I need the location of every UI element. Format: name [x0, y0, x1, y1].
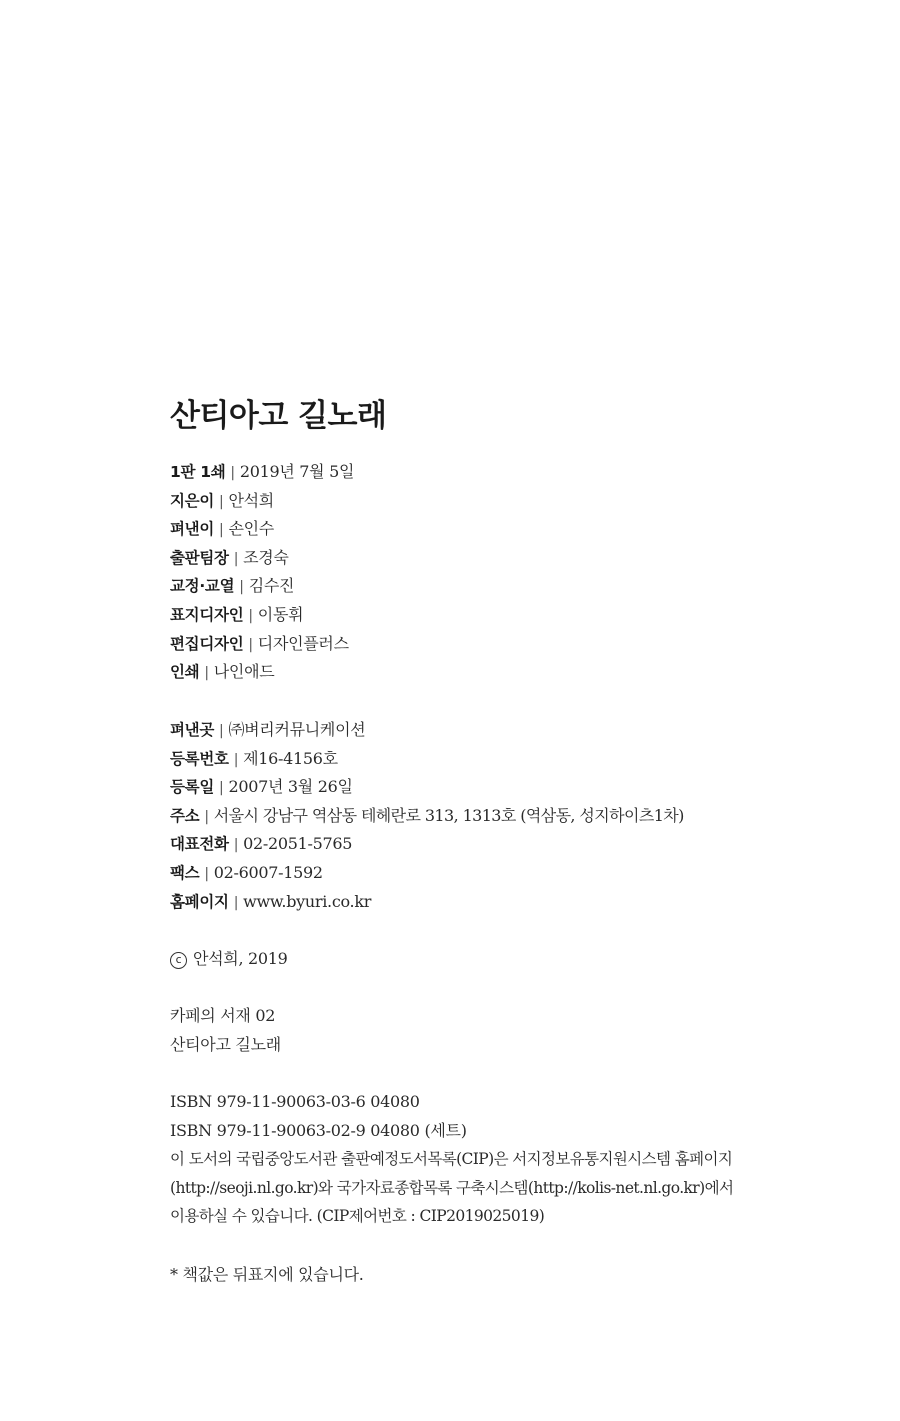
copyright-line: [170, 945, 810, 974]
publisher-value: 제16-4156호: [243, 748, 338, 768]
credit-value: 조경숙: [243, 547, 289, 567]
credit-row-edition: [170, 458, 810, 487]
credit-row-publisher-person: [170, 515, 810, 544]
credit-row-printing: [170, 658, 810, 687]
isbn-set-line: ISBN 979-11-90063-02-9 04080 (세트): [170, 1120, 467, 1140]
credit-value: 2019년 7월 5일: [239, 462, 355, 481]
separator: |: [233, 550, 239, 567]
publisher-row-registration-date: [170, 773, 810, 802]
series-name: 카페의 서재 02: [170, 1006, 276, 1025]
publisher-label: 등록일: [170, 778, 215, 797]
credit-label: 표지디자인: [170, 605, 244, 624]
copyright-text: 안석희, 2019: [193, 949, 288, 968]
credit-row-editorial-design: [170, 630, 810, 659]
book-title: 산티아고 길노래: [170, 398, 387, 434]
publisher-row-company: [170, 716, 810, 745]
publisher-value: 02-6007-1592: [213, 862, 323, 882]
credit-label: 출판팀장: [170, 548, 229, 567]
separator: |: [233, 751, 239, 768]
separator: |: [204, 865, 209, 882]
publisher-value: 02-2051-5765: [243, 834, 353, 854]
separator: |: [248, 607, 253, 624]
separator: |: [219, 723, 224, 739]
publisher-row-phone: [170, 830, 810, 859]
price-note: * 책값은 뒤표지에 있습니다.: [170, 1265, 364, 1284]
series-title: 산티아고 길노래: [170, 1034, 281, 1054]
credit-label: 펴낸이: [170, 520, 215, 539]
credit-label: 지은이: [170, 491, 215, 510]
separator: |: [230, 465, 235, 481]
separator: |: [219, 493, 224, 510]
separator: |: [204, 808, 209, 825]
publisher-label: 팩스: [170, 863, 200, 882]
publisher-label: 펴낸곳: [170, 721, 215, 739]
publisher-row-fax: [170, 859, 810, 888]
credit-label: 1판 1쇄: [170, 463, 226, 481]
publisher-value: 2007년 3월 26일: [228, 777, 353, 797]
credit-value: 디자인플러스: [257, 633, 349, 653]
cip-notice-line: 이 도서의 국립중앙도서관 출판예정도서목록(CIP)은 서지정보유통지원시스템 홈페이지: [170, 1150, 733, 1169]
publisher-homepage-link: www.byuri.co.kr: [243, 891, 372, 911]
publisher-label: 대표전화: [170, 835, 229, 854]
publisher-block: [170, 716, 810, 916]
publisher-row-registration-number: [170, 745, 810, 774]
publisher-label: 등록번호: [170, 749, 229, 768]
separator: |: [219, 780, 224, 797]
credit-value: 김수진: [248, 576, 295, 596]
separator: |: [219, 522, 224, 539]
credit-label: 편집디자인: [170, 634, 244, 653]
copyright-icon: c: [170, 952, 187, 969]
separator: |: [233, 837, 239, 854]
credit-row-proofreading: [170, 572, 810, 601]
separator: |: [233, 894, 239, 911]
credit-label: 인쇄: [170, 663, 200, 682]
publisher-value: ㈜벼리커뮤니케이션: [228, 720, 366, 739]
publisher-row-homepage: [170, 888, 810, 917]
cip-notice-line: (http://seoji.nl.go.kr)와 국가자료종합목록 구축시스템(http://kolis-net.nl.go.kr)에서: [170, 1178, 734, 1197]
publisher-row-address: [170, 802, 810, 831]
isbn-block: [170, 1088, 810, 1231]
separator: |: [239, 579, 244, 596]
credit-value: 나인애드: [213, 662, 275, 682]
credits-block: [170, 458, 810, 687]
isbn-line: ISBN 979-11-90063-03-6 04080: [170, 1092, 420, 1111]
price-note-block: [170, 1261, 810, 1290]
credit-row-cover-design: [170, 601, 810, 630]
publisher-label: 주소: [170, 806, 200, 825]
separator: |: [248, 636, 253, 653]
separator: |: [204, 665, 209, 682]
credit-row-team-lead: [170, 544, 810, 573]
credit-row-author: [170, 487, 810, 516]
credit-value: 손인수: [228, 519, 274, 539]
credit-value: 안석희: [228, 490, 274, 510]
credit-label: 교정·교열: [170, 577, 235, 596]
series-block: [170, 1002, 810, 1059]
publisher-value: 서울시 강남구 역삼동 테헤란로 313, 1313호 (역삼동, 성지하이츠1차): [213, 805, 684, 825]
cip-notice-line: 이용하실 수 있습니다. (CIP제어번호 : CIP2019025019): [170, 1207, 545, 1226]
credit-value: 이동휘: [257, 604, 304, 624]
publisher-label: 홈페이지: [170, 892, 229, 911]
copyright-block: [170, 945, 810, 974]
